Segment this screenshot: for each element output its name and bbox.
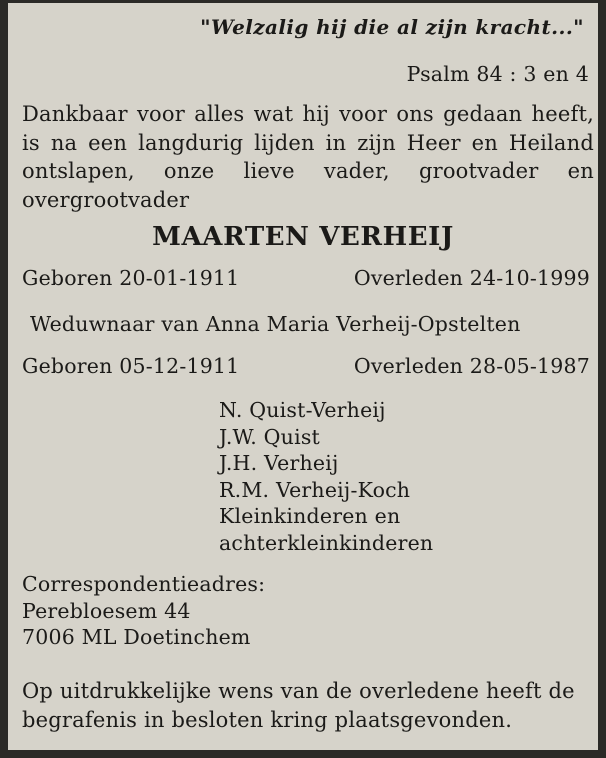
correspondence-street: Perebloesem 44 bbox=[22, 598, 191, 623]
psalm-reference: Psalm 84 : 3 en 4 bbox=[406, 62, 589, 86]
spouse-died: Overleden 28-05-1987 bbox=[353, 354, 590, 378]
family-list bbox=[219, 397, 433, 556]
spouse-born: Geboren 05-12-1911 bbox=[22, 354, 240, 378]
correspondence-label: Correspondentieadres: bbox=[22, 572, 266, 596]
deceased-born: Geboren 20-01-1911 bbox=[22, 266, 240, 290]
spouse-dates bbox=[22, 354, 590, 378]
family-member: N. Quist-Verheij bbox=[219, 398, 386, 422]
deceased-died: Overleden 24-10-1999 bbox=[353, 266, 590, 290]
deceased-name: MAARTEN VERHEIJ bbox=[152, 222, 454, 252]
quote-text: "Welzalig hij die al zijn kracht..." bbox=[200, 15, 584, 39]
intro-paragraph: Dankbaar voor alles wat hij voor ons gedaan heeft, is na een langdurig lijden in zijn Heer en Heiland ontslapen, onze lieve vader, grootvader en overgrootvader bbox=[22, 102, 594, 212]
family-member: Kleinkinderen en bbox=[219, 504, 401, 528]
correspondence-address bbox=[22, 571, 265, 651]
correspondence-city: 7006 ML Doetinchem bbox=[22, 625, 251, 649]
family-member: R.M. Verheij-Koch bbox=[219, 477, 411, 502]
family-member: J.W. Quist bbox=[219, 424, 320, 449]
widower-line: Weduwnaar van Anna Maria Verheij-Opstelten bbox=[30, 312, 521, 336]
footer-note: Op uitdrukkelijke wens van de overledene heeft de begrafenis in besloten kring plaatsgevonden. bbox=[22, 679, 575, 732]
deceased-dates bbox=[22, 266, 590, 290]
family-member: achterkleinkinderen bbox=[219, 530, 434, 555]
family-member: J.H. Verheij bbox=[219, 451, 339, 475]
